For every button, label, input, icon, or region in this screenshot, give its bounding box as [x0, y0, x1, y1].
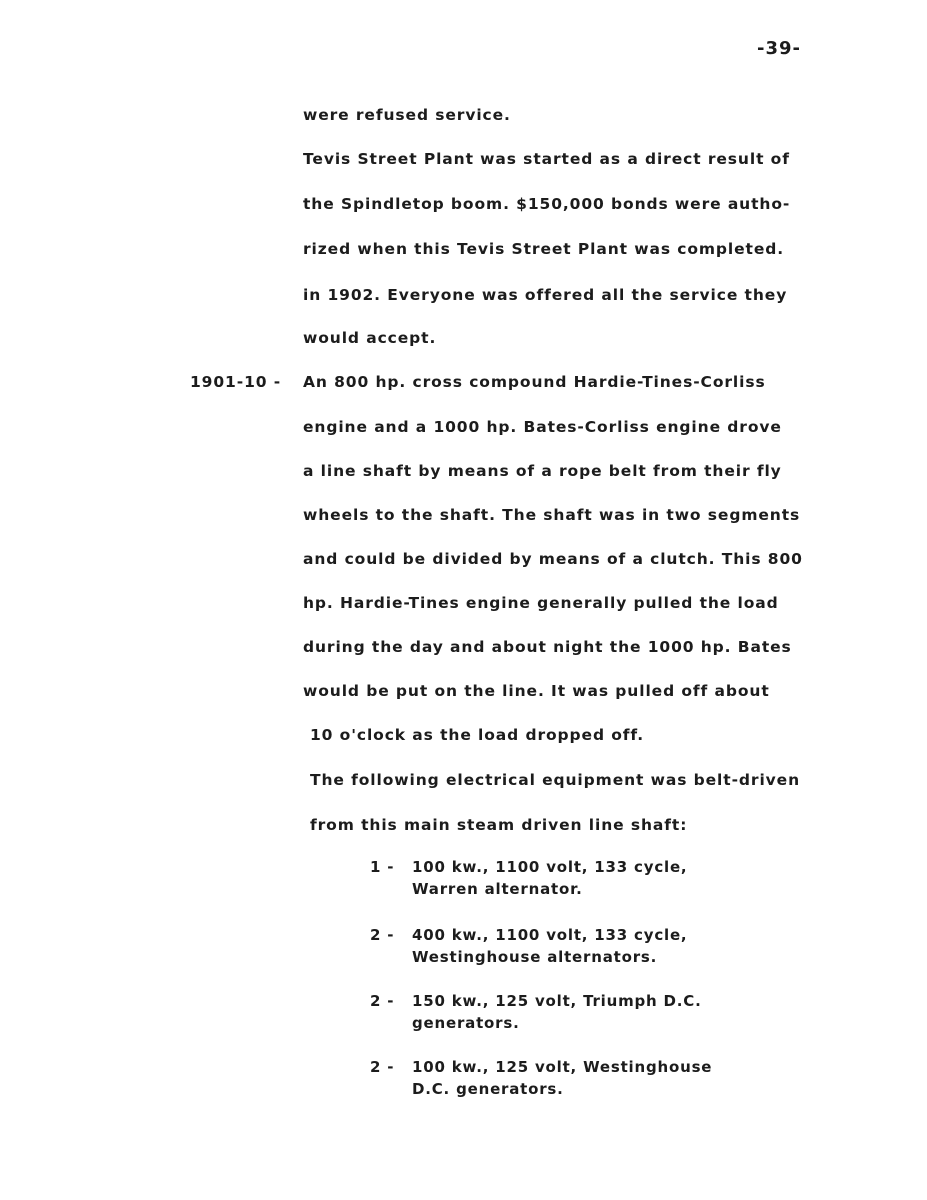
equipment-desc-cont: Warren alternator.	[412, 880, 583, 898]
equipment-item	[370, 924, 687, 968]
equipment-qty: 2 -	[370, 1058, 395, 1076]
equipment-item	[370, 990, 702, 1034]
text-line: in 1902. Everyone was offered all the service they	[303, 286, 788, 304]
equipment-qty: 2 -	[370, 992, 395, 1010]
equipment-qty: 2 -	[370, 926, 395, 944]
equipment-desc: 100 kw., 125 volt, Westinghouse	[412, 1058, 713, 1076]
equipment-desc-cont: generators.	[412, 1014, 520, 1032]
equipment-desc-cont: Westinghouse alternators.	[412, 948, 658, 966]
text-line: hp. Hardie-Tines engine generally pulled the load	[303, 594, 779, 612]
text-line: from this main steam driven line shaft:	[310, 816, 688, 834]
text-line: during the day and about night the 1000 hp. Bates	[303, 638, 792, 656]
text-line: engine and a 1000 hp. Bates-Corliss engine drove	[303, 418, 782, 436]
equipment-qty: 1 -	[370, 858, 395, 876]
text-line: 10 o'clock as the load dropped off.	[310, 726, 645, 744]
text-line: The following electrical equipment was belt-driven	[310, 771, 801, 789]
equipment-desc: 150 kw., 125 volt, Triumph D.C.	[412, 992, 702, 1010]
equipment-desc-cont: D.C. generators.	[412, 1080, 564, 1098]
text-line: a line shaft by means of a rope belt from their fly	[303, 462, 782, 480]
text-line: rized when this Tevis Street Plant was completed.	[303, 240, 785, 258]
equipment-desc: 400 kw., 1100 volt, 133 cycle,	[412, 926, 688, 944]
equipment-desc: 100 kw., 1100 volt, 133 cycle,	[412, 858, 688, 876]
text-line: would be put on the line. It was pulled off about	[303, 682, 770, 700]
text-line: An 800 hp. cross compound Hardie-Tines-Corliss	[303, 373, 766, 391]
equipment-item	[370, 856, 687, 900]
entry-date: 1901-10 -	[190, 373, 282, 391]
page-number: -39-	[757, 38, 801, 59]
text-line: wheels to the shaft. The shaft was in two segments	[303, 506, 801, 524]
text-line: would accept.	[303, 329, 437, 347]
text-line: Tevis Street Plant was started as a direct result of	[303, 150, 790, 168]
text-line: and could be divided by means of a clutch. This 800	[303, 550, 803, 568]
text-line: the Spindletop boom. $150,000 bonds were autho-	[303, 195, 791, 213]
text-line: were refused service.	[303, 106, 511, 124]
equipment-item	[370, 1056, 712, 1100]
